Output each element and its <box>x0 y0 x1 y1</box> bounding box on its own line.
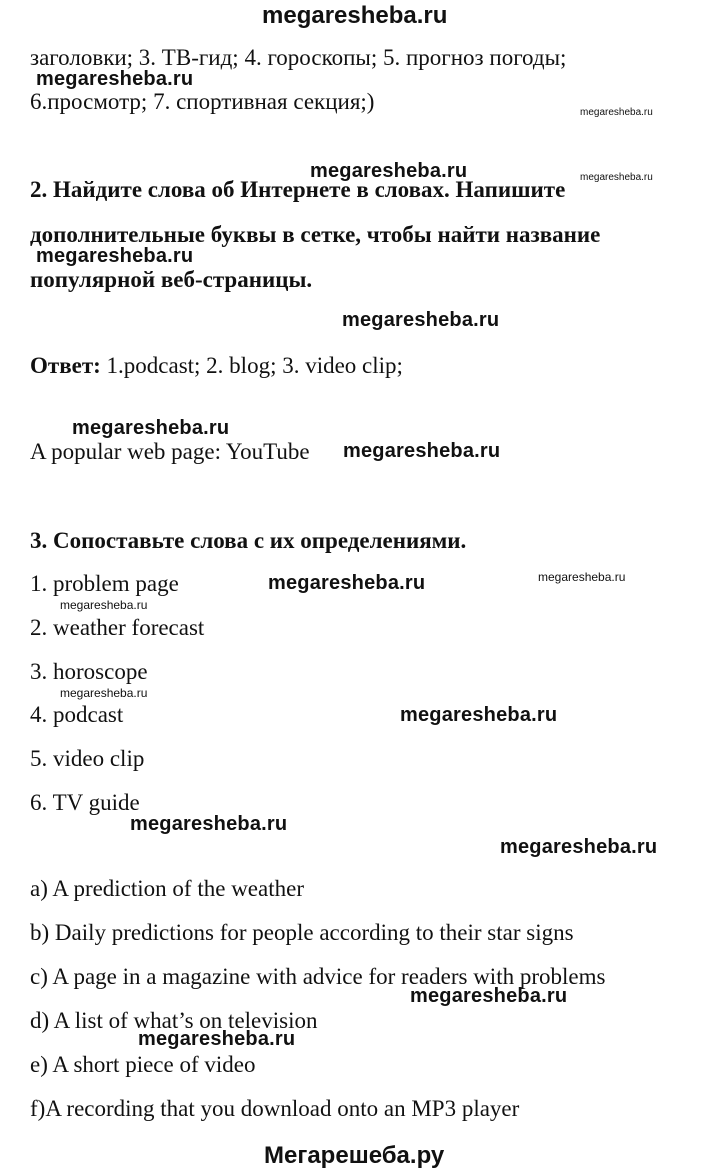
intro-line-1: заголовки; 3. ТВ-гид; 4. гороскопы; 5. прогноз погоды; <box>30 45 567 70</box>
site-header: megaresheba.ru <box>262 2 448 29</box>
watermark: megaresheba.ru <box>60 686 148 700</box>
task3-title: 3. Сопоставьте слова с их определениями. <box>30 528 467 553</box>
popular-page-answer: A popular web page: YouTube <box>30 439 310 464</box>
task2-title-line-1: 2. Найдите слова об Интернете в словах. Напишите <box>30 177 566 202</box>
watermark: megaresheba.ru <box>400 704 558 726</box>
word-item: 4. podcast <box>30 702 124 727</box>
word-item: 2. weather forecast <box>30 615 205 640</box>
watermark: megaresheba.ru <box>500 836 658 858</box>
watermark: megaresheba.ru <box>268 572 426 594</box>
watermark: megaresheba.ru <box>343 440 501 462</box>
watermark: megaresheba.ru <box>342 309 500 331</box>
watermark: megaresheba.ru <box>130 813 288 835</box>
definition-item: e) A short piece of video <box>30 1052 256 1077</box>
word-item: 3. horoscope <box>30 659 148 684</box>
watermark: megaresheba.ru <box>580 107 653 118</box>
task2-title-line-3: популярной веб-страницы. <box>30 267 313 292</box>
task2-title-line-2: дополнительные буквы в сетке, чтобы найти название <box>30 222 601 247</box>
site-footer: Мегарешеба.ру <box>264 1142 445 1169</box>
word-item: 6. TV guide <box>30 790 140 815</box>
word-item: 1. problem page <box>30 571 179 596</box>
watermark: megaresheba.ru <box>36 68 194 90</box>
answer-text: 1.podcast; 2. blog; 3. video clip; <box>100 353 403 378</box>
definition-item: a) A prediction of the weather <box>30 876 304 901</box>
watermark: megaresheba.ru <box>60 598 148 612</box>
watermark: megaresheba.ru <box>36 245 194 267</box>
definition-item: f)A recording that you download onto an MP3 player <box>30 1096 520 1121</box>
intro-line-2: 6.просмотр; 7. спортивная секция;) <box>30 89 375 114</box>
definition-item: c) A page in a magazine with advice for readers with problems <box>30 964 606 989</box>
watermark: megaresheba.ru <box>310 160 468 182</box>
word-item: 5. video clip <box>30 746 145 771</box>
watermark: megaresheba.ru <box>580 172 653 183</box>
task2-answer <box>30 352 403 380</box>
answer-label: Ответ: <box>30 353 101 378</box>
watermark: megaresheba.ru <box>72 417 230 439</box>
definition-item: b) Daily predictions for people according to their star signs <box>30 920 574 945</box>
watermark: megaresheba.ru <box>138 1028 296 1050</box>
watermark: megaresheba.ru <box>538 570 626 584</box>
watermark: megaresheba.ru <box>410 985 568 1007</box>
definition-item: d) A list of what’s on television <box>30 1008 318 1033</box>
